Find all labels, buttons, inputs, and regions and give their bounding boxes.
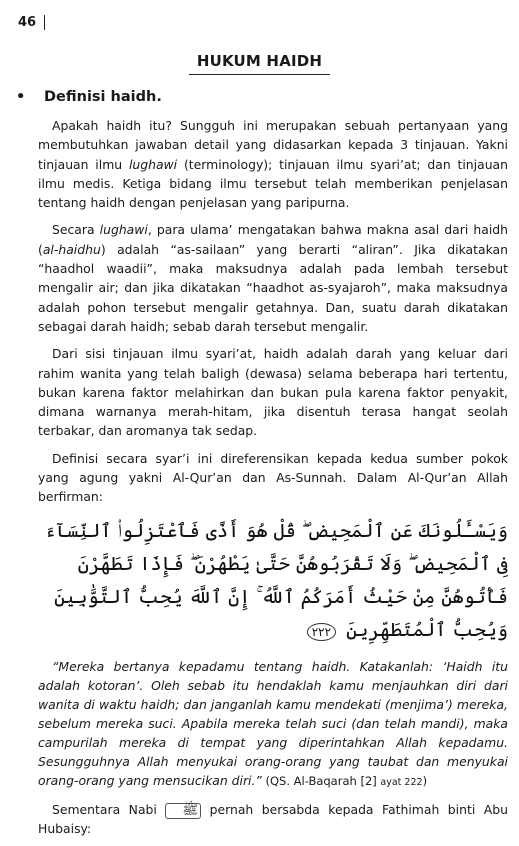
text-run: ) adalah “as-sailaan” yang berarti “aliran”. Jika dikatakan “haadhol waadii”, maka maksudnya adalah pada lembah tersebut mengalir air; dan jika dikatakan “haadhot as-syajaroh”, maka maksudnya adalah pohon tersebut mengalir getahnya. Dan, suatu darah dikatakan sebagai darah haidh; sebab darah tersebut mengalir. — [38, 241, 508, 334]
quran-verse-text: وَيَسْـَٔلُونَكَ عَنِ ٱلْمَحِيضِ ۖ قُلْ هُوَ أَذًى فَٱعْتَزِلُوا۟ ٱلنِّسَآءَ فِى ٱلْمَحِيضِ ۖ وَلَا تَقْرَبُوهُنَّ حَتَّىٰ يَطْهُرْنَ ۖ فَإِذَا تَطَهَّرْنَ فَأْتُوهُنَّ مِنْ حَيْثُ أَمَرَكُمُ ٱللَّهُ ۚ إِنَّ ٱللَّهَ يُحِبُّ ٱلتَّوَّٰبِينَ وَيُحِبُّ ٱلْمُتَطَهِّرِينَ — [44, 519, 508, 641]
text-run: pernah bersabda kepada Fathimah binti Abu Hubaisy: — [38, 801, 508, 836]
paragraph-4: Definisi secara syar’i ini direferensikan kepada kedua sumber pokok yang agung yakni Al-Qur’an dan As-Sunnah. Dalam Al-Qur’an Allah berfirman: — [38, 450, 508, 505]
page-number: 46 — [18, 15, 45, 30]
section-heading-text: Definisi haidh. — [44, 89, 162, 105]
paragraph-3: Dari sisi tinjauan ilmu syari’at, haidh adalah darah yang keluar dari rahim wanita yang telah baligh (dewasa) selama beberapa hari tertentu, bukan karena faktor melahirkan dan bukan pula karena faktor penyakit, dimana warnanya merah-hitam, jika disentuh terasa hangat seolah terbakar, dan aromanya tak sedap. — [38, 346, 508, 439]
text-run: Apakah haidh itu? Sungguh ini merupakan sebuah pertanyaan yang membutuhkan jawaban detail yang didasarkan kepada 3 tinjauan. Yakni tinjauan ilmu — [38, 118, 508, 172]
paragraph-2 — [38, 220, 508, 336]
bullet-icon: • — [16, 89, 26, 105]
verse-translation — [38, 657, 508, 792]
text-run: (terminology); tinjauan ilmu syari’at; dan tinjauan ilmu medis. Ketiga bidang ilmu tersebut telah memberikan penjelasan tentang haidh dengan penjelasan yang paripurna. — [38, 156, 508, 211]
italic-term: lughawi — [128, 156, 178, 172]
ref-part: ) — [422, 773, 428, 788]
italic-term: lughawi — [99, 222, 148, 238]
translation-text: “Mereka bertanya kepadamu tentang haidh. Katakanlah: ‘Haidh itu adalah kotoran’. Oleh sebab itu hendaklah kamu menjauhkan diri dari wanita di waktu haidh; dan janganlah kamu mendekati (menjima’) mereka, sebelum mereka suci. Apabila mereka telah suci (dan telah mandi), maka campurilah mereka di tempat yang diperintahkan Allah kepadamu. Sesungguhnya Allah menyukai orang-orang yang taubat dan menyukai orang-orang yang mensucikan diri.” — [38, 658, 508, 788]
text-run: Sementara Nabi — [52, 801, 166, 817]
paragraph-1 — [38, 116, 508, 212]
verse-reference — [262, 774, 427, 788]
saw-honorific-icon: ﷺ — [165, 803, 201, 819]
ref-part: (QS. Al-Baqarah [2] — [261, 773, 381, 788]
ref-ayat: ayat 222 — [380, 776, 423, 788]
ayah-number-marker: ٢٢٢ — [307, 623, 336, 641]
closing-line — [38, 800, 508, 839]
body-content — [38, 116, 508, 846]
text-run: Secara — [52, 222, 100, 238]
italic-term: al-haidhu — [42, 241, 101, 257]
section-heading — [16, 89, 162, 105]
chapter-title-container — [0, 51, 519, 75]
chapter-title: HUKUM HAIDH — [189, 52, 330, 75]
text-run: , para ulama’ mengatakan bahwa makna asal dari haidh ( — [38, 222, 508, 257]
quran-verse — [38, 515, 508, 647]
